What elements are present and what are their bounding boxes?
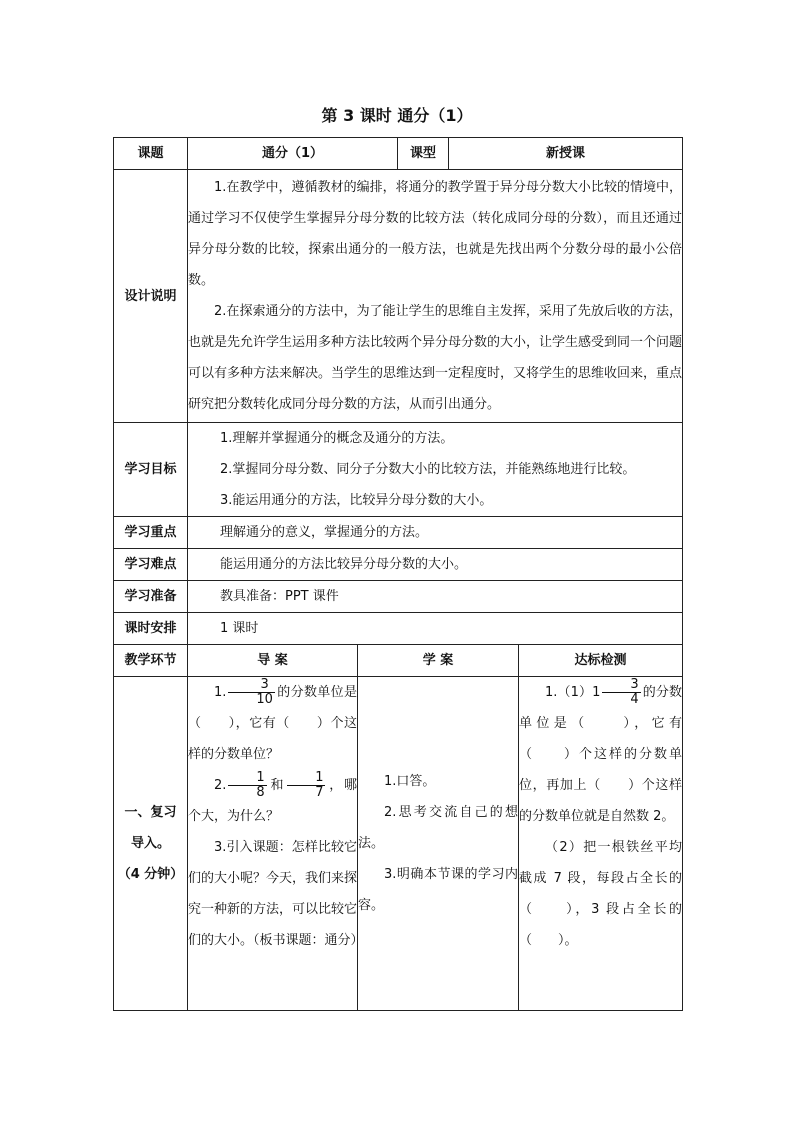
schedule-value (188, 613, 683, 645)
lesson-type-value: 新授课 (449, 138, 683, 170)
study-item: 2.思考交流自己的想法。 (358, 805, 519, 851)
preparation-value (188, 581, 683, 613)
guide-question-3: 3.引入课题：怎样比较它们的大小呢？今天，我们来探究一种新的方法，可以比较它们的大小。（板书课题：通分） (188, 840, 364, 948)
row-design (114, 170, 683, 423)
q2-prefix: 2. (214, 778, 227, 793)
goals-content (188, 423, 683, 517)
study-header: 学 案 (358, 645, 519, 677)
fraction (228, 678, 275, 707)
c1-prefix: 1.（1） (545, 685, 593, 700)
preparation-label: 学习准备 (114, 581, 188, 613)
row-key-point (114, 517, 683, 549)
lesson-type-label: 课型 (398, 138, 449, 170)
goal-item: 3.能运用通分的方法，比较异分母分数的大小。 (220, 493, 493, 508)
q1-prefix: 1. (214, 685, 227, 700)
difficulty-text: 能运用通分的方法比较异分母分数的大小。 (220, 557, 468, 572)
design-paragraph-2: 2.在探索通分的方法中，为了能让学生的思维自主发挥，采用了先放后收的方法，也就是先允许学生运用多种方法比较两个异分母分数的大小，让学生感受到同一个问题可以有多种方法来解决。当学生的思维达到一定程度时，又将学生的思维收回来，重点研究把分数转化成同分母分数的方法，从而引出通分。 (188, 304, 683, 412)
fraction-denominator: 10 (256, 692, 273, 707)
key-point-label: 学习重点 (114, 517, 188, 549)
fraction (602, 678, 640, 707)
key-point-text: 理解通分的意义，掌握通分的方法。 (220, 525, 429, 540)
stage-1-name (114, 677, 188, 1011)
fraction-denominator: 7 (315, 785, 324, 800)
row-stage-1 (114, 677, 683, 1011)
row-goals (114, 423, 683, 517)
check-item-2: （2）把一根铁丝平均截成 7 段，每段占全长的（ ），3 段占全长的（ ）。 (519, 840, 683, 948)
guide-question-1 (188, 677, 357, 770)
stage-1-study (358, 677, 519, 1011)
row-stage-header (114, 645, 683, 677)
check-header: 达标检测 (519, 645, 683, 677)
q2-and: 和 (268, 778, 286, 793)
difficulty-label: 学习难点 (114, 549, 188, 581)
goal-item: 2.掌握同分母分数、同分子分数大小的比较方法，并能熟练地进行比较。 (220, 462, 636, 477)
design-label: 设计说明 (114, 170, 188, 423)
stage-1-guide (188, 677, 364, 1011)
fraction-denominator: 4 (630, 692, 639, 707)
fraction-denominator: 8 (256, 785, 265, 800)
design-paragraph-1: 1.在教学中，遵循教材的编排，将通分的教学置于异分母分数大小比较的情境中，通过学习不仅使学生掌握异分母分数的比较方法（转化成同分母的分数），而且还通过异分母分数的比较，探索出通分的一般方法，也就是先找出两个分数分母的最小公倍数。 (188, 180, 683, 288)
difficulty-value (188, 549, 683, 581)
fraction-numerator: 1 (287, 771, 325, 786)
schedule-label: 课时安排 (114, 613, 188, 645)
lesson-plan-table (113, 137, 683, 1011)
fraction-numerator: 3 (228, 678, 275, 693)
c1-text: 的分数单位是（ ），它有（ ）个这样的分数单位，再加上（ ）个这样的分数单位就是自然数 2。 (519, 685, 683, 824)
topic-label: 课题 (114, 138, 188, 170)
guide-question-2 (188, 770, 357, 832)
key-point-value (188, 517, 683, 549)
stage-1-time: （4 分钟） (117, 867, 184, 882)
q2-text: ，哪个大，为什么？ (188, 778, 357, 824)
q1-text: 的分数单位是（ ），它有（ ）个这样的分数单位？ (188, 685, 357, 762)
row-topic (114, 138, 683, 170)
study-item: 1.口答。 (384, 774, 436, 789)
row-difficulty (114, 549, 683, 581)
mixed-number-whole: 1 (592, 685, 601, 700)
stage-1-name-line-1: 一、复习 (124, 805, 177, 820)
fraction (287, 771, 325, 800)
design-content (188, 170, 683, 423)
fraction (228, 771, 266, 800)
fraction-numerator: 1 (228, 771, 266, 786)
stage-header-label: 教学环节 (114, 645, 188, 677)
check-item-1 (519, 677, 682, 832)
stage-1-check (519, 677, 683, 1011)
row-preparation (114, 581, 683, 613)
preparation-text: 教具准备：PPT 课件 (220, 589, 339, 604)
guide-header: 导 案 (188, 645, 358, 677)
row-schedule (114, 613, 683, 645)
page-title: 第 3 课时 通分（1） (321, 106, 473, 125)
goals-label: 学习目标 (114, 423, 188, 517)
study-item: 3.明确本节课的学习内容。 (358, 867, 519, 913)
topic-value: 通分（1） (188, 138, 398, 170)
stage-1-name-line-2: 导入。 (130, 836, 170, 851)
fraction-numerator: 3 (602, 678, 640, 693)
goal-item: 1.理解并掌握通分的概念及通分的方法。 (220, 431, 454, 446)
schedule-text: 1 课时 (220, 621, 259, 636)
